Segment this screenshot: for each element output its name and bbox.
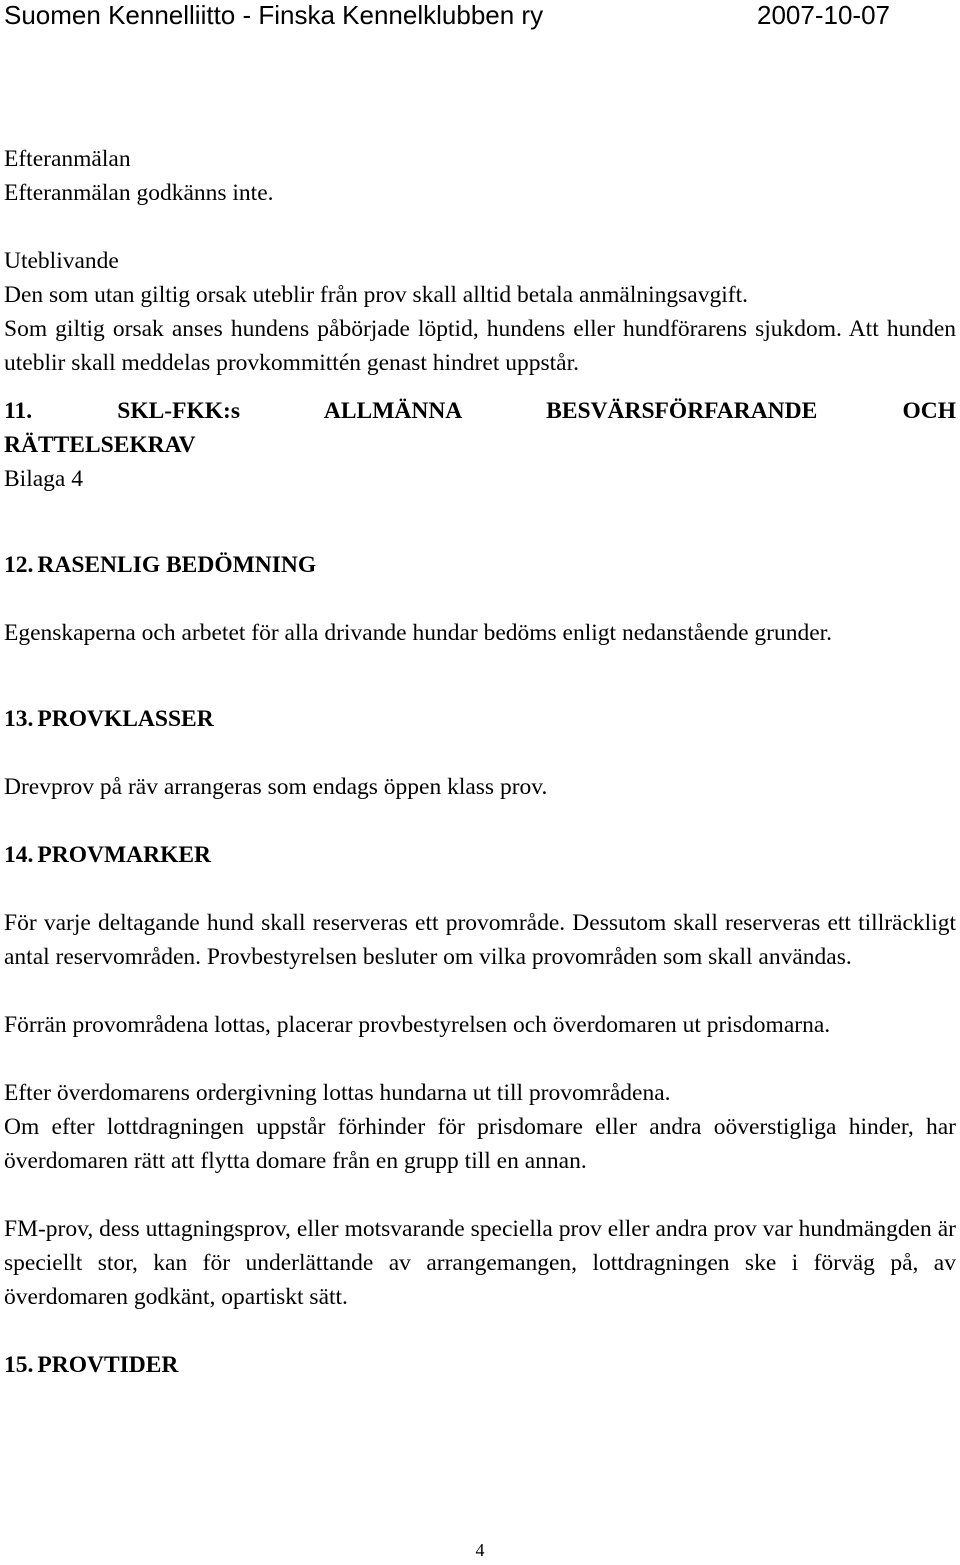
section-12-title: RASENLIG BEDÖMNING <box>37 552 317 578</box>
uteblivande-line1: Den som utan giltig orsak uteblir från prov skall alltid betala anmälningsavgift. <box>4 282 748 308</box>
section-12-text: Egenskaperna och arbetet för alla drivande hundar bedöms enligt nedanstående grunder. <box>4 620 833 646</box>
section-14 <box>4 838 956 1314</box>
section-11-heading <box>4 394 956 428</box>
section-13 <box>4 702 956 804</box>
page-header <box>0 0 960 32</box>
header-organization: Suomen Kennelliitto - Finska Kennelklubben ry <box>4 0 544 30</box>
section-11-note: Bilaga 4 <box>4 466 83 492</box>
section-13-title: PROVKLASSER <box>37 706 214 732</box>
header-date: 2007-10-07 <box>757 0 890 30</box>
section-15-number: 15. <box>4 1352 34 1378</box>
efteranmalan-text: Efteranmälan godkänns inte. <box>4 180 274 206</box>
section-13-number: 13. <box>4 706 34 732</box>
section-12-number: 12. <box>4 552 34 578</box>
section-14-number: 14. <box>4 842 34 868</box>
section-efteranmalan <box>4 142 956 210</box>
section-12-heading <box>4 548 956 582</box>
page-number: 4 <box>475 1540 485 1560</box>
section-14-paragraph-2: Förrän provområdena lottas, placerar provbestyrelsen och överdomaren ut prisdomarna. <box>4 1012 831 1038</box>
section-14-paragraph-3a: Efter överdomarens ordergivning lottas hundarna ut till provområdena. <box>4 1080 671 1106</box>
section-15-heading <box>4 1348 956 1382</box>
section-11-title-line2: RÄTTELSEKRAV <box>4 432 196 458</box>
efteranmalan-title: Efteranmälan <box>4 146 131 172</box>
section-12 <box>4 548 956 650</box>
section-14-paragraph-1: För varje deltagande hund skall reserveras ett provområde. Dessutom skall reserveras ett tillräckligt antal reservområden. Provbestyrelsen besluter om vilka provområden som skall användas. <box>4 910 956 970</box>
section-15 <box>4 1348 956 1382</box>
section-11-title-line1: SKL-FKK:s ALLMÄNNA BESVÄRSFÖRFARANDE OCH <box>117 398 957 424</box>
section-13-text: Drevprov på räv arrangeras som endags öppen klass prov. <box>4 774 548 800</box>
section-11 <box>4 394 956 496</box>
document-body <box>4 142 956 1382</box>
section-14-paragraph-3b: Om efter lottdragningen uppstår förhinder för prisdomare eller andra oöverstigliga hinder, har överdomaren rätt att flytta domare från en grupp till en annan. <box>4 1114 956 1174</box>
section-14-title: PROVMARKER <box>37 842 211 868</box>
section-15-title: PROVTIDER <box>37 1352 179 1378</box>
uteblivande-title: Uteblivande <box>4 248 119 274</box>
section-uteblivande <box>4 244 956 380</box>
section-14-paragraph-4: FM-prov, dess uttagningsprov, eller motsvarande speciella prov eller andra prov var hundmängden är speciellt stor, kan för underlättande av arrangemangen, lottdragningen ske i förväg på, av överdomaren godkänt, opartiskt sätt. <box>4 1216 956 1310</box>
section-14-heading <box>4 838 956 872</box>
section-13-heading <box>4 702 956 736</box>
uteblivande-line2: Som giltig orsak anses hundens påbörjade löptid, hundens eller hundförarens sjukdom. Att hunden uteblir skall meddelas provkommittén genast hindret uppstår. <box>4 316 956 376</box>
section-11-number: 11. <box>4 398 33 424</box>
